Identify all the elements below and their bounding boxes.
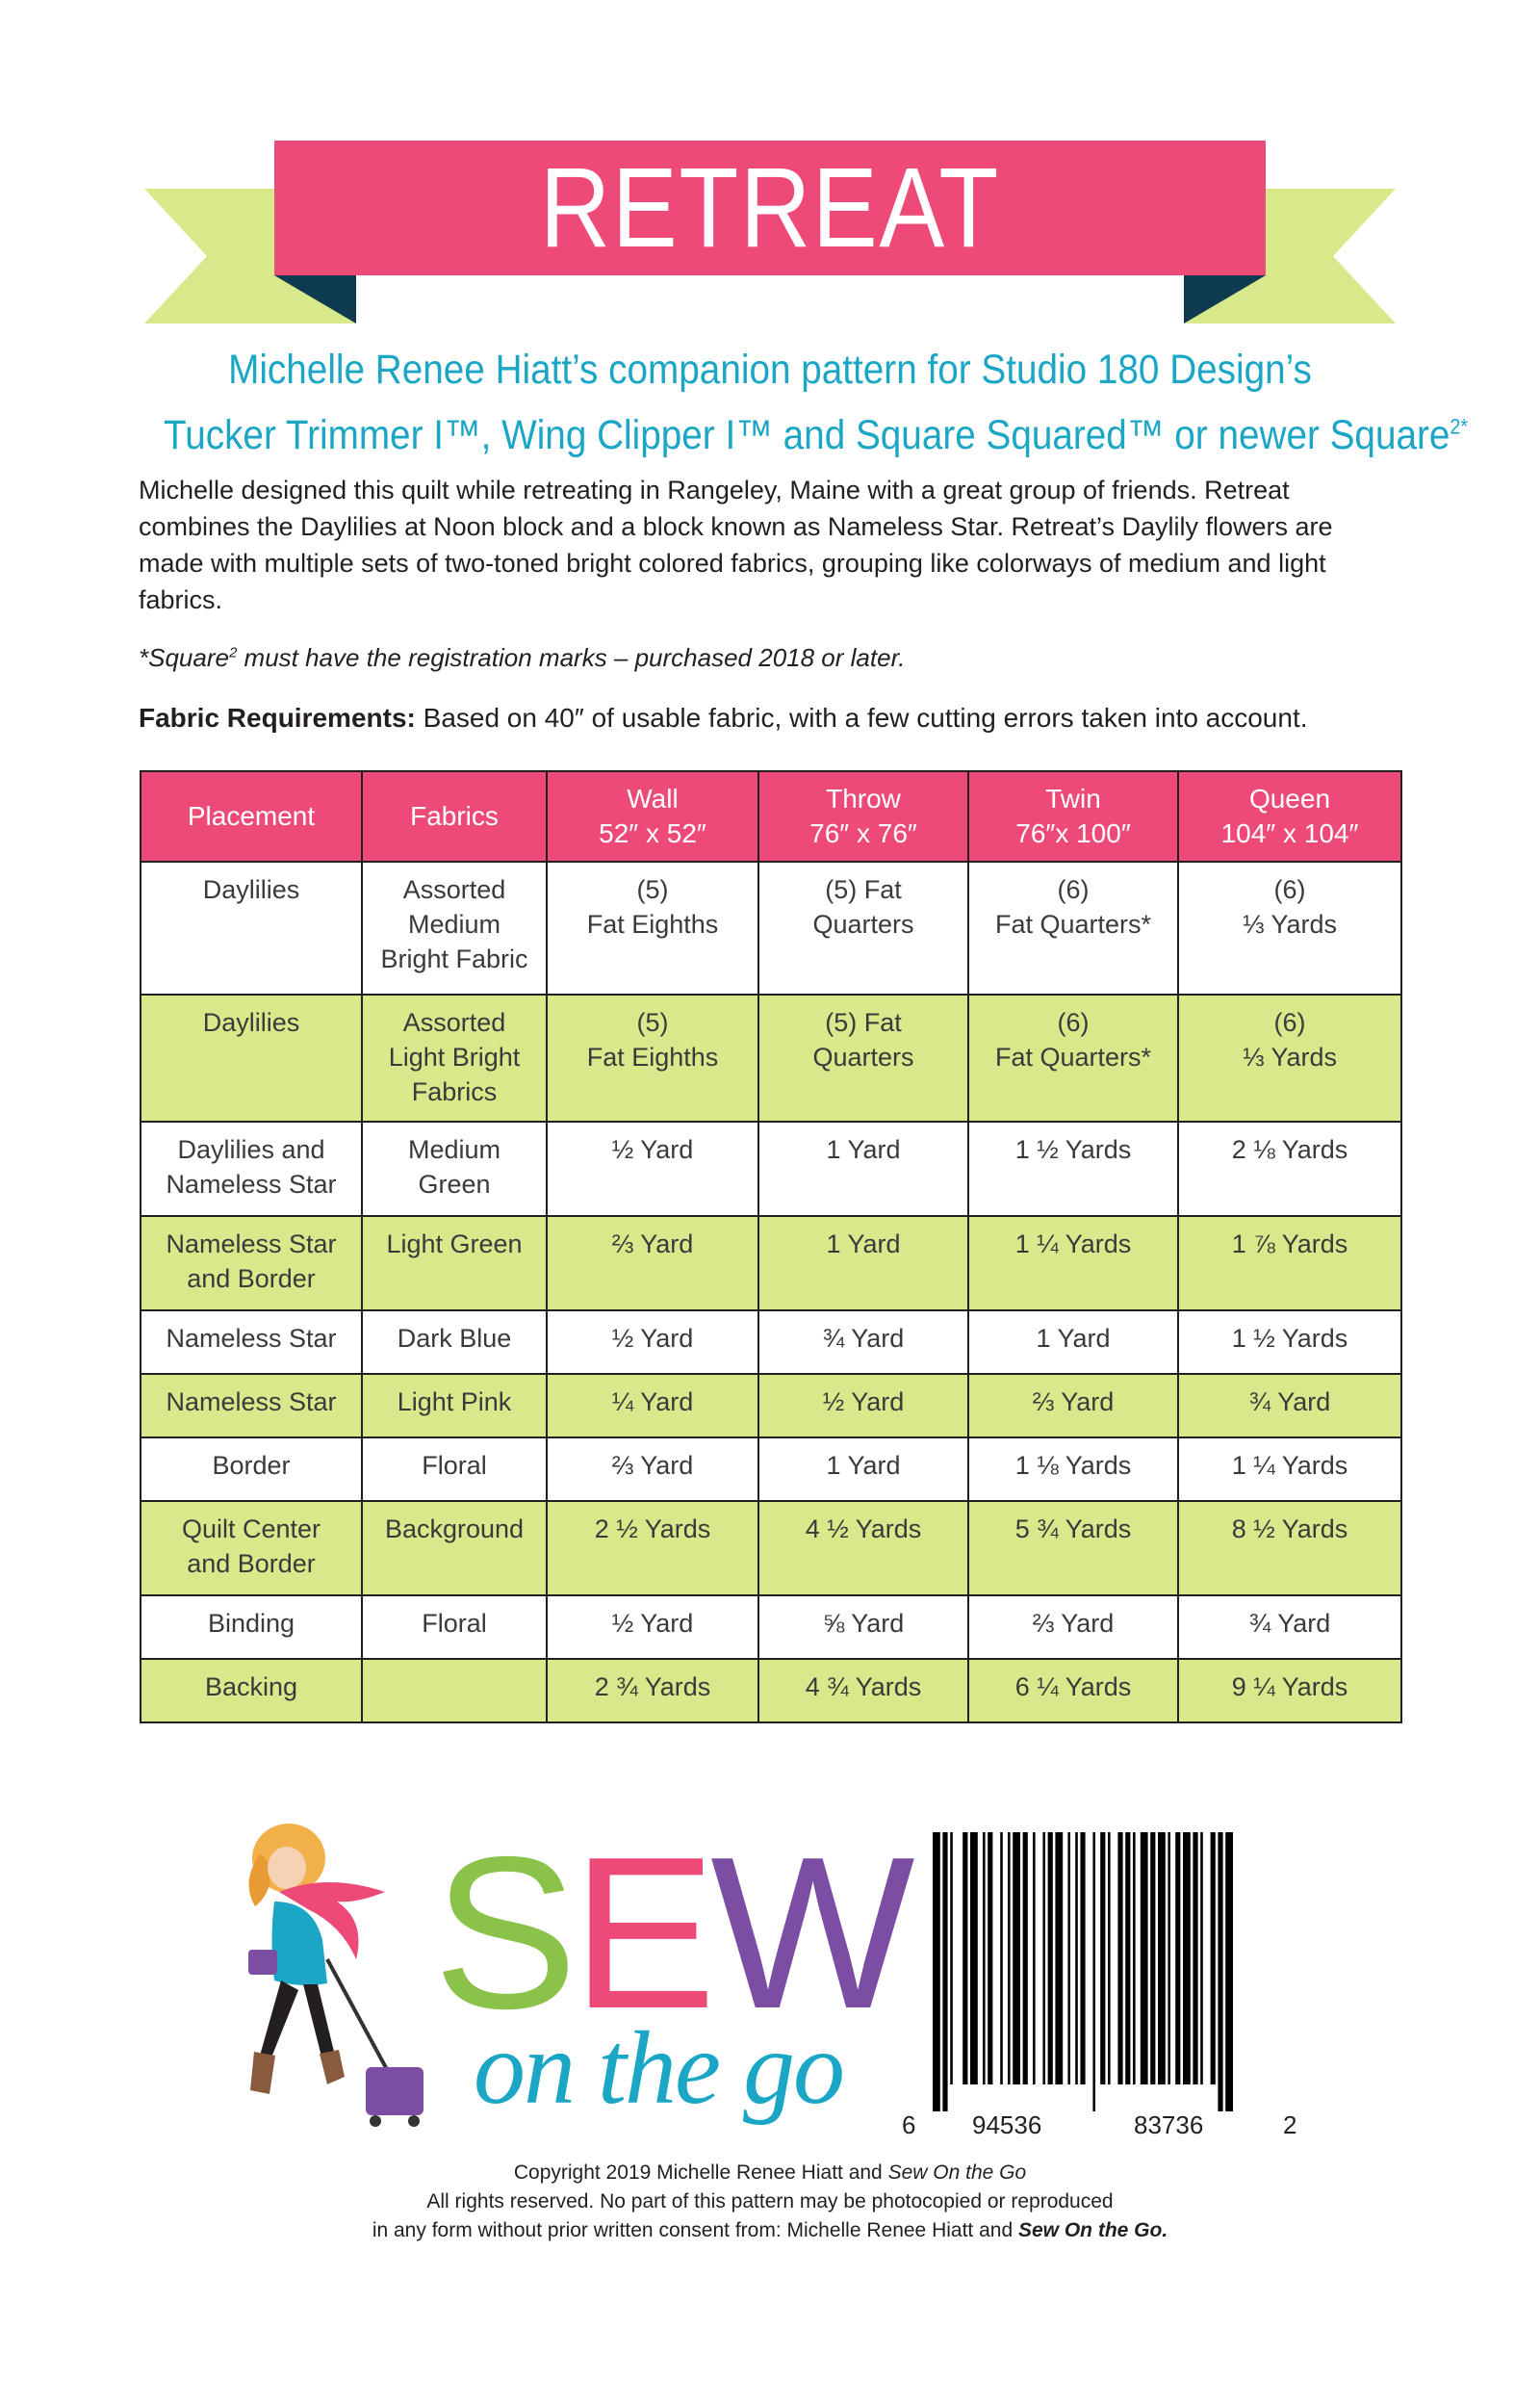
table-cell xyxy=(1178,1501,1401,1595)
table-cell xyxy=(968,995,1178,1122)
barcode-bar xyxy=(1080,1832,1085,2084)
table-header-row xyxy=(141,771,1401,862)
table-cell-line: Nameless Star xyxy=(166,1229,337,1258)
barcode-digit-last: 2 xyxy=(1283,2110,1297,2139)
table-cell xyxy=(362,1374,547,1437)
table-row xyxy=(141,1437,1401,1501)
intro-paragraph: Michelle designed this quilt while retreating in Rangeley, Maine with a great group of friends. Retreat combines the Daylilies at Noon block and a block known as Nameless Star. Retreat’s Daylily flowers are made with multiple sets of two-toned bright colored fabrics, grouping like colorways of medium and light fabrics. xyxy=(139,476,1333,614)
barcode-bar xyxy=(1023,1832,1028,2084)
column-header-line-1: Fabrics xyxy=(410,801,499,831)
table-cell xyxy=(547,1122,758,1216)
table-cell xyxy=(362,1659,547,1722)
barcode xyxy=(890,1832,1319,2111)
column-header-line-1: Queen xyxy=(1248,784,1331,814)
barcode-bar xyxy=(1183,1832,1191,2084)
table-row xyxy=(141,862,1401,995)
table-cell xyxy=(1178,1595,1401,1659)
table-cell-line: 1 Yard xyxy=(826,1451,901,1480)
table-cell-line: Fat Eighths xyxy=(586,910,719,939)
barcode-bar xyxy=(1225,1832,1233,2111)
column-header xyxy=(1178,771,1401,862)
table-cell-line: (5) xyxy=(636,875,669,904)
barcode-bar xyxy=(950,1832,953,2084)
table-cell-line: (5) Fat xyxy=(825,1008,902,1037)
column-header xyxy=(547,771,758,862)
barcode-group-2: 83736 xyxy=(1134,2110,1204,2139)
table-cell-line: ½ Yard xyxy=(611,1324,694,1353)
table-cell xyxy=(547,1216,758,1310)
footer-line-3 xyxy=(192,2216,1348,2245)
note-pre: *Square xyxy=(139,643,229,672)
subtitle-line-2 xyxy=(164,412,1469,459)
barcode-bar xyxy=(1033,1832,1036,2084)
table-cell-line: 4 ¾ Yards xyxy=(805,1672,922,1701)
table-cell-line: 5 ¾ Yards xyxy=(1014,1514,1132,1543)
table-row xyxy=(141,1501,1401,1595)
table-cell-line: 1 ¼ Yards xyxy=(1231,1451,1348,1480)
table-cell xyxy=(362,1501,547,1595)
table-cell-line: Binding xyxy=(207,1609,295,1638)
table-cell xyxy=(758,1216,968,1310)
table-cell xyxy=(1178,862,1401,995)
table-cell xyxy=(968,1374,1178,1437)
footer-line-3-italic: Sew On the Go. xyxy=(1017,2219,1168,2241)
table-cell-line: Nameless Star xyxy=(166,1387,337,1416)
barcode-bar xyxy=(1211,1832,1216,2084)
table-cell-line: Assorted xyxy=(402,875,506,904)
table-cell-line: 2 ½ Yards xyxy=(594,1514,711,1543)
table-cell-line: Quilt Center xyxy=(181,1514,321,1543)
table-cell xyxy=(141,1122,362,1216)
table-cell-line: Medium xyxy=(407,910,501,939)
table-cell-line: Fabrics xyxy=(411,1077,498,1106)
column-header xyxy=(968,771,1178,862)
footer-line-1-text: Copyright 2019 Michelle Renee Hiatt and xyxy=(513,2161,888,2184)
note-sup: 2 xyxy=(228,644,238,661)
table-cell xyxy=(1178,1659,1401,1722)
table-cell xyxy=(362,1216,547,1310)
barcode-bar xyxy=(1092,1832,1095,2111)
table-cell-line: 1 Yard xyxy=(1036,1324,1111,1353)
column-header xyxy=(141,771,362,862)
table-cell xyxy=(141,1595,362,1659)
subtitle-superscript: 2* xyxy=(1450,414,1469,439)
table-cell-line: (6) xyxy=(1057,875,1090,904)
barcode-bar xyxy=(962,1832,967,2084)
table-cell-line: ⅔ Yard xyxy=(611,1451,694,1480)
table-cell-line: ⅓ Yards xyxy=(1242,1043,1338,1072)
barcode-bar xyxy=(1158,1832,1166,2084)
table-row xyxy=(141,1310,1401,1374)
table-cell xyxy=(968,1216,1178,1310)
table-cell xyxy=(141,1659,362,1722)
table-cell xyxy=(362,1310,547,1374)
table-cell-line: ½ Yard xyxy=(611,1135,694,1164)
table-cell-line: ⅓ Yards xyxy=(1242,910,1338,939)
table-cell-line: ⅔ Yard xyxy=(1032,1387,1115,1416)
table-cell xyxy=(362,862,547,995)
table-cell xyxy=(968,1501,1178,1595)
table-cell-line: 8 ½ Yards xyxy=(1231,1514,1348,1543)
copyright-footer xyxy=(192,2159,1348,2245)
barcode-bar xyxy=(1042,1832,1045,2084)
table-row xyxy=(141,1659,1401,1722)
table-cell-line: (6) xyxy=(1057,1008,1090,1037)
barcode-bar xyxy=(1175,1832,1180,2084)
barcode-digit-first: 6 xyxy=(902,2110,916,2139)
barcode-bar xyxy=(1075,1832,1078,2084)
table-cell-line: Floral xyxy=(422,1451,487,1480)
barcode-bar xyxy=(1141,1832,1148,2084)
table-cell xyxy=(141,862,362,995)
barcode-bar xyxy=(1008,1832,1011,2084)
table-cell xyxy=(547,1374,758,1437)
barcode-bar xyxy=(1117,1832,1122,2084)
barcode-bar xyxy=(1168,1832,1170,2084)
table-cell xyxy=(758,995,968,1122)
footer-line-2: All rights reserved. No part of this pattern may be photocopied or reproduced xyxy=(426,2190,1114,2213)
table-cell-line: 9 ¼ Yards xyxy=(1231,1672,1348,1701)
table-cell xyxy=(968,862,1178,995)
table-cell-line: Assorted xyxy=(402,1008,506,1037)
table-cell-line: ½ Yard xyxy=(611,1609,694,1638)
barcode-bar xyxy=(1133,1832,1136,2084)
table-cell-line: (5) xyxy=(636,1008,669,1037)
table-cell-line: Daylilies xyxy=(202,1008,300,1037)
table-cell xyxy=(362,1122,547,1216)
table-cell xyxy=(758,1595,968,1659)
logo-e: E xyxy=(572,1811,711,2054)
table-cell-line: ⅔ Yard xyxy=(1032,1609,1115,1638)
table-cell xyxy=(141,1374,362,1437)
table-cell xyxy=(141,1501,362,1595)
subtitle-line-1: Michelle Renee Hiatt’s companion pattern for Studio 180 Design’s xyxy=(228,347,1312,393)
table-cell-line: ⅝ Yard xyxy=(822,1609,905,1638)
subtitle-line-2-text: Tucker Trimmer I™, Wing Clipper I™ and Square Squared™ or newer Square xyxy=(164,412,1450,458)
table-cell-line: Quarters xyxy=(812,1043,914,1072)
page-title: RETREAT xyxy=(539,144,1001,272)
table-row xyxy=(141,995,1401,1122)
table-cell-line: ¾ Yard xyxy=(1248,1609,1331,1638)
table-cell-line: and Border xyxy=(187,1264,316,1293)
table-cell xyxy=(547,1595,758,1659)
logo-s: S xyxy=(433,1811,573,2054)
table-cell xyxy=(758,862,968,995)
barcode-bar xyxy=(1048,1832,1053,2084)
table-cell-line: Green xyxy=(418,1170,491,1199)
sew-on-the-go-logo xyxy=(221,1811,910,2133)
logo-sew-wordmark xyxy=(433,1811,910,2054)
table-cell xyxy=(1178,1374,1401,1437)
table-cell-line: 1 ½ Yards xyxy=(1231,1324,1348,1353)
barcode-bar xyxy=(1055,1832,1063,2084)
table-cell xyxy=(1178,1122,1401,1216)
table-cell-line: Light Green xyxy=(386,1229,523,1258)
table-cell-line: Fat Quarters* xyxy=(994,910,1152,939)
table-cell-line: 1 ⅛ Yards xyxy=(1014,1451,1132,1480)
note-post: must have the registration marks – purchased 2018 or later. xyxy=(237,643,906,672)
footer-line-3-text: in any form without prior written consent from: Michelle Renee Hiatt and xyxy=(372,2219,1018,2241)
table-cell-line: Floral xyxy=(422,1609,487,1638)
table-cell-line: Backing xyxy=(204,1672,298,1701)
table-cell xyxy=(758,1310,968,1374)
table-cell-line: ¾ Yard xyxy=(1248,1387,1331,1416)
column-header xyxy=(758,771,968,862)
footer-line-1 xyxy=(192,2159,1348,2187)
fabric-requirements-label: Fabric Requirements: xyxy=(139,703,416,733)
table-cell xyxy=(141,1310,362,1374)
fabric-requirements xyxy=(139,703,1399,734)
column-header-line-1: Twin xyxy=(1045,784,1101,814)
logo-w: W xyxy=(710,1811,910,2054)
column-header-line-1: Placement xyxy=(187,801,316,831)
table-row xyxy=(141,1216,1401,1310)
table-cell-line: ⅔ Yard xyxy=(611,1229,694,1258)
barcode-bar xyxy=(1150,1832,1155,2084)
barcode-bar xyxy=(942,1832,947,2111)
table-cell-line: Fat Quarters* xyxy=(994,1043,1152,1072)
barcode-bar xyxy=(1218,1832,1222,2111)
table-cell xyxy=(547,1501,758,1595)
table-row xyxy=(141,1122,1401,1216)
table-cell xyxy=(1178,995,1401,1122)
barcode-bar xyxy=(983,1832,986,2084)
table-cell-line: Daylilies and xyxy=(177,1135,325,1164)
table-cell-line: Quarters xyxy=(812,910,914,939)
table-cell-line: 1 Yard xyxy=(826,1229,901,1258)
table-cell-line: 1 ⅞ Yards xyxy=(1231,1229,1348,1258)
footer-line-1-italic: Sew On the Go xyxy=(887,2161,1027,2184)
table-cell xyxy=(968,1310,1178,1374)
square-note xyxy=(139,643,1399,673)
table-cell xyxy=(141,995,362,1122)
table-cell-line: ¾ Yard xyxy=(822,1324,905,1353)
table-cell xyxy=(758,1122,968,1216)
barcode-bar xyxy=(988,1832,992,2084)
table-cell xyxy=(141,1437,362,1501)
table-cell xyxy=(1178,1216,1401,1310)
table-cell-line: 6 ¼ Yards xyxy=(1014,1672,1132,1701)
table-cell-line: Light Bright xyxy=(388,1043,521,1072)
table-cell-line: Fat Eighths xyxy=(586,1043,719,1072)
barcode-bar xyxy=(1067,1832,1070,2084)
logo-tagline: on the go xyxy=(474,2011,843,2126)
table-cell xyxy=(1178,1310,1401,1374)
table-cell xyxy=(362,995,547,1122)
fabric-requirements-text: Based on 40″ of usable fabric, with a few cutting errors taken into account. xyxy=(415,703,1308,733)
table-cell-line: Dark Blue xyxy=(397,1324,512,1353)
table-cell-line: Nameless Star xyxy=(166,1170,337,1199)
table-cell xyxy=(758,1659,968,1722)
barcode-bar xyxy=(1000,1832,1003,2084)
table-cell-line: Nameless Star xyxy=(166,1324,337,1353)
table-cell-line: Bright Fabric xyxy=(380,945,528,973)
column-header xyxy=(362,771,547,862)
table-cell xyxy=(141,1216,362,1310)
table-cell-line: 1 Yard xyxy=(826,1135,901,1164)
table-cell-line: 1 ½ Yards xyxy=(1014,1135,1132,1164)
table-cell-line: Light Pink xyxy=(397,1387,512,1416)
table-cell xyxy=(758,1437,968,1501)
barcode-bar xyxy=(1200,1832,1203,2084)
table-cell-line: 4 ½ Yards xyxy=(805,1514,922,1543)
table-cell-line: 1 ¼ Yards xyxy=(1014,1229,1132,1258)
table-cell xyxy=(758,1501,968,1595)
table-cell xyxy=(362,1437,547,1501)
table-cell xyxy=(547,995,758,1122)
barcode-group-1: 94536 xyxy=(972,2110,1042,2139)
table-row xyxy=(141,1595,1401,1659)
column-header-line-1: Wall xyxy=(627,784,679,814)
table-cell xyxy=(547,862,758,995)
barcode-bar xyxy=(1013,1832,1020,2084)
barcode-bar xyxy=(1125,1832,1130,2084)
barcode-bar xyxy=(933,1832,940,2111)
table-cell-line: and Border xyxy=(187,1549,316,1578)
table-cell xyxy=(547,1437,758,1501)
table-cell-line: (6) xyxy=(1273,875,1306,904)
table-cell xyxy=(547,1310,758,1374)
column-header-line-2: 52″ x 52″ xyxy=(599,818,706,848)
column-header-line-1: Throw xyxy=(826,784,901,814)
table-cell-line: ¼ Yard xyxy=(611,1387,694,1416)
barcode-bar xyxy=(1193,1832,1197,2084)
table-row xyxy=(141,1374,1401,1437)
table-cell xyxy=(968,1437,1178,1501)
table-cell xyxy=(1178,1437,1401,1501)
table-cell-line: 2 ⅛ Yards xyxy=(1231,1135,1348,1164)
table-cell-line: Border xyxy=(212,1451,291,1480)
table-cell xyxy=(968,1122,1178,1216)
table-cell-line: ½ Yard xyxy=(822,1387,905,1416)
table-cell-line: Background xyxy=(384,1514,525,1543)
table-cell-line: Daylilies xyxy=(202,875,300,904)
table-cell-line: (5) Fat xyxy=(825,875,902,904)
barcode-bar xyxy=(1100,1832,1105,2084)
table-cell-line: (6) xyxy=(1273,1008,1306,1037)
column-header-line-2: 76″x 100″ xyxy=(1015,818,1131,848)
table-cell xyxy=(758,1374,968,1437)
column-header-line-2: 104″ x 104″ xyxy=(1220,818,1359,848)
barcode-bar xyxy=(970,1832,978,2084)
column-header-line-2: 76″ x 76″ xyxy=(809,818,917,848)
table-cell xyxy=(547,1659,758,1722)
barcode-bar xyxy=(1108,1832,1111,2084)
table-cell xyxy=(968,1659,1178,1722)
table-cell-line: Medium xyxy=(407,1135,501,1164)
table-cell xyxy=(968,1595,1178,1659)
fabric-requirements-table xyxy=(140,770,1402,1723)
table-cell xyxy=(362,1595,547,1659)
table-cell-line: 2 ¾ Yards xyxy=(594,1672,711,1701)
